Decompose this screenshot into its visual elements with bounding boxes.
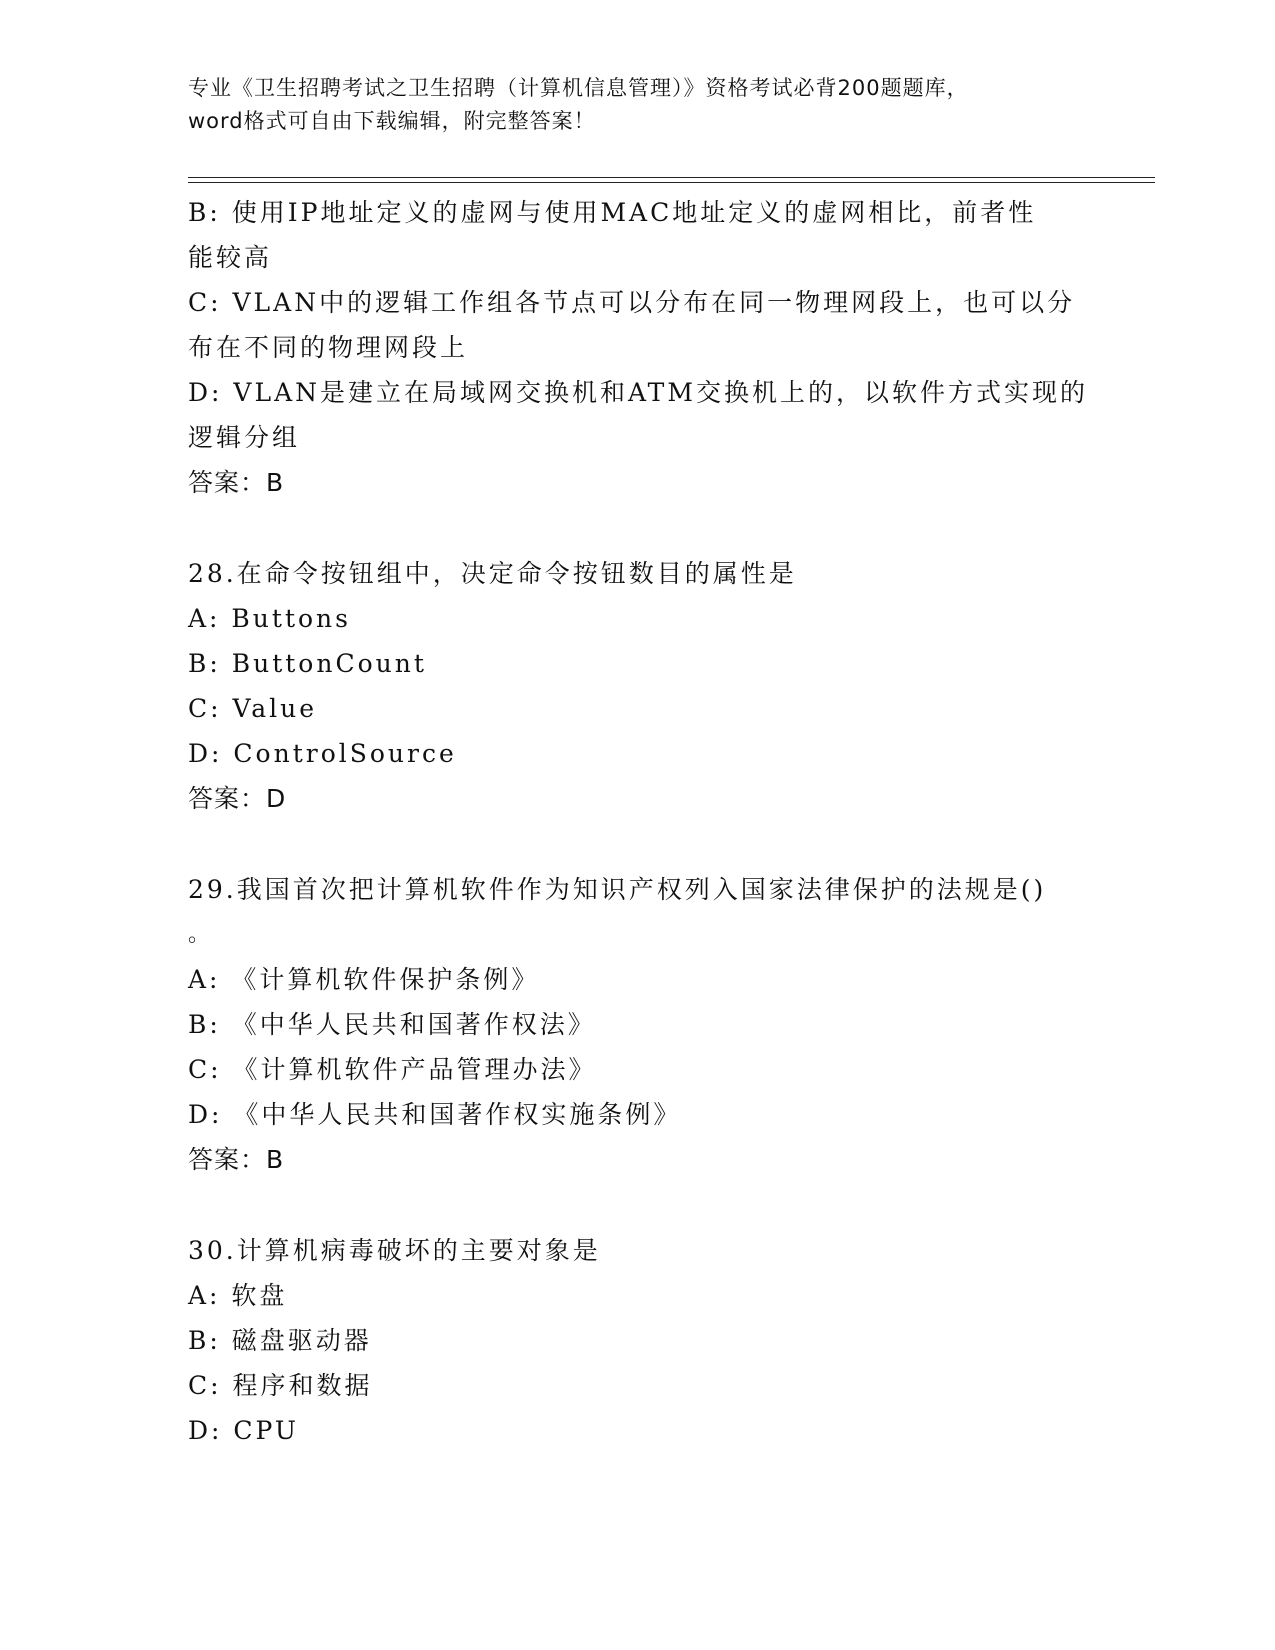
- q27-option-c-line-1: C: VLAN中的逻辑工作组各节点可以分布在同一物理网段上，也可以分: [188, 288, 1076, 317]
- q28-option-d: D: ControlSource: [188, 739, 457, 768]
- q29-question-text-line-2: 。: [188, 922, 214, 947]
- q30-question-text: 30.计算机病毒破坏的主要对象是: [188, 1236, 601, 1265]
- header-title-line-1: 专业《卫生招聘考试之卫生招聘（计算机信息管理）》资格考试必背200题题库，: [188, 76, 969, 100]
- header-title-line-2: word格式可自由下载编辑，附完整答案！: [188, 109, 596, 133]
- q27-option-b-line-2: 能较高: [188, 243, 273, 272]
- document-body: [188, 190, 1088, 1453]
- question-29: [188, 867, 1088, 1182]
- q28-question-text: 28.在命令按钮组中，决定命令按钮数目的属性是: [188, 559, 797, 588]
- q29-option-b: B: 《中华人民共和国著作权法》: [188, 1010, 596, 1039]
- header-rule-bottom: [188, 182, 1155, 183]
- document-header: [188, 72, 1088, 138]
- q29-answer: 答案：B: [188, 1145, 285, 1174]
- q27-answer: 答案：B: [188, 468, 285, 497]
- q28-option-b: B: ButtonCount: [188, 649, 427, 678]
- q29-question-text-line-1: 29.我国首次把计算机软件作为知识产权列入国家法律保护的法规是(): [188, 875, 1047, 904]
- question-30: [188, 1228, 1088, 1453]
- q30-option-d: D: CPU: [188, 1416, 299, 1445]
- q28-answer: 答案：D: [188, 784, 287, 813]
- question-spacer: [188, 505, 1088, 551]
- q29-option-d: D: 《中华人民共和国著作权实施条例》: [188, 1100, 682, 1129]
- question-28: [188, 551, 1088, 821]
- q29-option-a: A: 《计算机软件保护条例》: [188, 965, 540, 994]
- q27-option-c-line-2: 布在不同的物理网段上: [188, 333, 469, 362]
- q27-option-d-line-2: 逻辑分组: [188, 423, 301, 452]
- q28-option-c: C: Value: [188, 694, 318, 723]
- question-27: [188, 190, 1088, 505]
- header-rule-top: [188, 177, 1155, 178]
- q27-option-d-line-1: D: VLAN是建立在局域网交换机和ATM交换机上的，以软件方式实现的: [188, 378, 1088, 407]
- q30-option-c: C: 程序和数据: [188, 1371, 373, 1400]
- q30-option-b: B: 磁盘驱动器: [188, 1326, 372, 1355]
- q27-option-b-line-1: B: 使用IP地址定义的虚网与使用MAC地址定义的虚网相比，前者性: [188, 198, 1037, 227]
- q30-option-a: A: 软盘: [188, 1281, 288, 1310]
- q28-option-a: A: Buttons: [188, 604, 351, 633]
- question-spacer: [188, 821, 1088, 867]
- question-spacer: [188, 1182, 1088, 1228]
- q29-option-c: C: 《计算机软件产品管理办法》: [188, 1055, 597, 1084]
